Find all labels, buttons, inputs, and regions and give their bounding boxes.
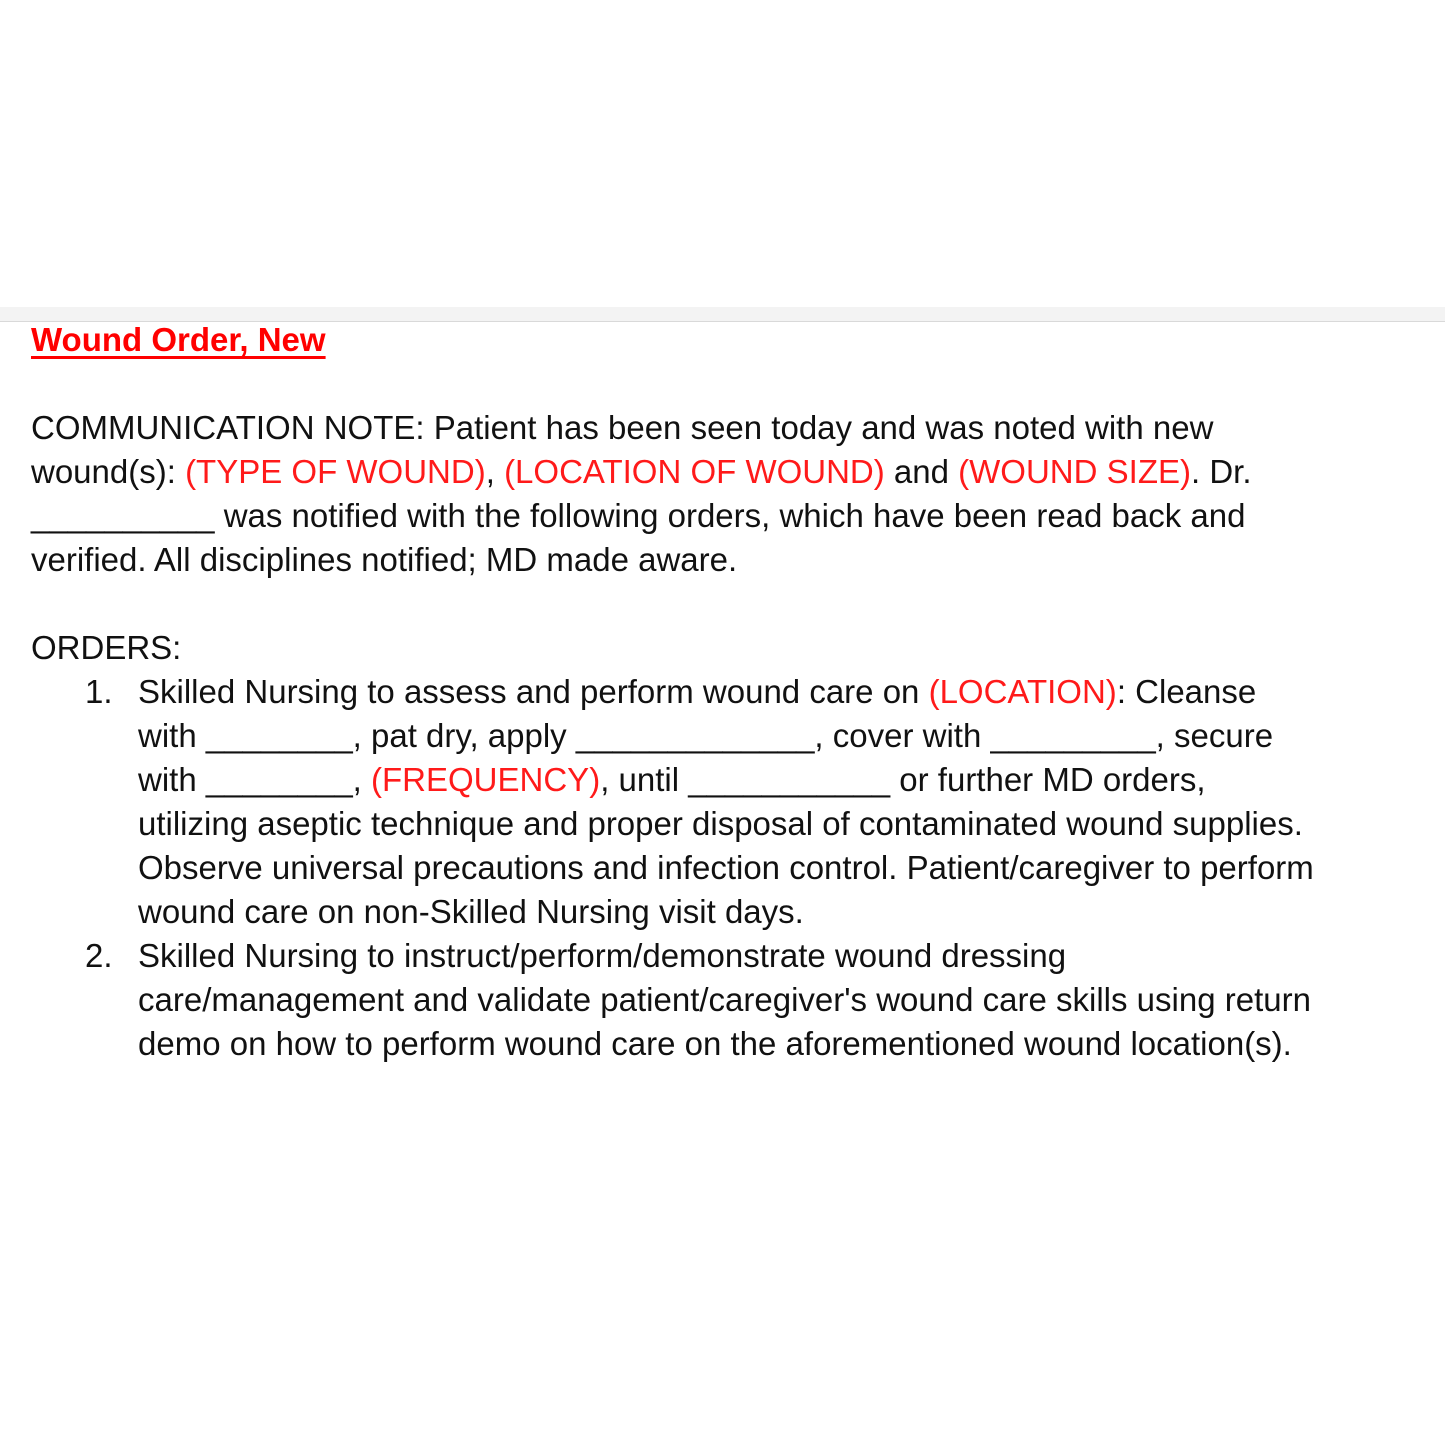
communication-note-line-3: __________ was notified with the following orders, which have been read back and (31, 497, 1246, 534)
orders-heading: ORDERS: (31, 629, 182, 666)
list-item: 2. Skilled Nursing to instruct/perform/demonstrate wound dressing care/management and validate patient/caregiver's wound care skills using return demo on how to perform wound care on the aforementioned wound location(s). (31, 934, 1411, 1066)
communication-note-line-2: wound(s): (TYPE OF WOUND), (LOCATION OF WOUND) and (WOUND SIZE). Dr. (31, 453, 1252, 490)
document-title: Wound Order, New (31, 321, 326, 358)
orders-list (31, 670, 1411, 1066)
document-body (31, 318, 1411, 1066)
placeholder-location: (LOCATION) (928, 673, 1117, 710)
communication-note-line-4: verified. All disciplines notified; MD made aware. (31, 541, 738, 578)
communication-note (31, 406, 1411, 582)
list-item-number: 2. (85, 937, 113, 974)
placeholder-location-of-wound: (LOCATION OF WOUND) (504, 453, 885, 490)
placeholder-type-of-wound: (TYPE OF WOUND) (185, 453, 486, 490)
blank-page-area (0, 0, 1445, 307)
list-item-number: 1. (85, 673, 113, 710)
communication-note-line-1: COMMUNICATION NOTE: Patient has been seen today and was noted with new (31, 409, 1214, 446)
placeholder-frequency: (FREQUENCY) (371, 761, 601, 798)
list-item: 1. Skilled Nursing to assess and perform wound care on (LOCATION): Cleanse with ________, pat dry, apply _____________, cover with _________, secure with ________, (FREQUENCY), until ___________ or further MD orders, utilizing aseptic technique and proper disposal of contaminated wound supplies. Observe universal precautions and infection control. Patient/caregiver to perform wound care on non-Skilled Nursing visit days. (31, 670, 1411, 934)
placeholder-wound-size: (WOUND SIZE) (958, 453, 1191, 490)
